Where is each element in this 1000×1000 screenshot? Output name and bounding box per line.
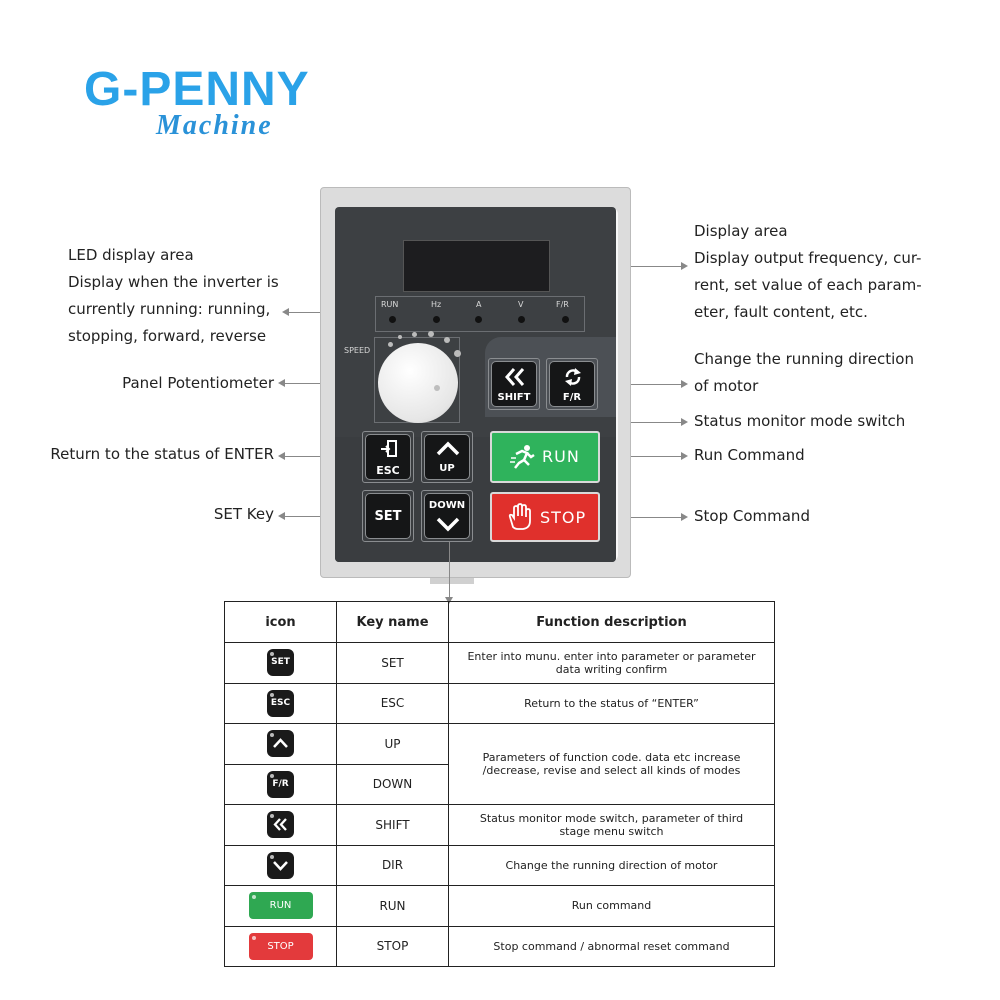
callout-run-command	[694, 442, 805, 469]
table-icon-cell	[225, 805, 337, 846]
table-desc-cell: Status monitor mode switch, parameter of third stage menu switch	[449, 805, 775, 846]
callout-line: Change the running direction	[694, 350, 914, 368]
chevron-up-icon	[272, 735, 289, 752]
callout-line: eter, fault content, etc.	[694, 303, 868, 321]
table-row	[225, 724, 775, 765]
double-chevron-left-icon	[272, 816, 289, 833]
table-icon-cell	[225, 764, 337, 805]
table-key-cell: RUN	[337, 886, 449, 927]
indicator-label-hz: Hz	[431, 300, 442, 309]
callout-status-monitor	[694, 408, 905, 435]
table-row	[225, 886, 775, 927]
indicator-led-hz	[433, 316, 440, 323]
indicator-led-run	[389, 316, 396, 323]
indicator-label-run: RUN	[381, 300, 399, 309]
callout-stop-command	[694, 503, 810, 530]
table-key-cell: STOP	[337, 926, 449, 967]
table-desc-cell: Run command	[449, 886, 775, 927]
knob-scale-dot	[398, 335, 402, 339]
callout-line: of motor	[694, 377, 759, 395]
knob-indicator-mark	[434, 385, 440, 391]
up-key-icon	[267, 730, 294, 757]
table-key-cell: ESC	[337, 683, 449, 724]
indicator-led-v	[518, 316, 525, 323]
callout-line: Run Command	[694, 446, 805, 464]
set-button-label: SET	[374, 509, 402, 524]
table-key-cell: UP	[337, 724, 449, 765]
chevron-down-icon	[435, 516, 461, 532]
double-chevron-left-icon	[503, 367, 527, 387]
table-row	[225, 683, 775, 724]
indicator-label-fr: F/R	[556, 300, 569, 309]
callout-display-area	[694, 218, 922, 326]
callout-led-display-area	[68, 242, 279, 350]
table-desc-cell: Parameters of function code. data etc increase /decrease, revise and select all kinds of modes	[449, 724, 775, 805]
table-desc-cell: Enter into munu. enter into parameter or parameter data writing confirm	[449, 643, 775, 684]
table-row	[225, 805, 775, 846]
exit-door-icon	[380, 440, 398, 458]
knob-scale-dot	[428, 331, 434, 337]
knob-scale-dot	[412, 332, 417, 337]
logo-sub-text: Machine	[156, 110, 273, 141]
table-row	[225, 845, 775, 886]
run-button-label: RUN	[542, 447, 580, 466]
down-button[interactable]	[424, 493, 470, 539]
callout-line: Display output frequency, cur-	[694, 249, 922, 267]
table-header-cell: Key name	[337, 602, 449, 643]
stop-key-icon: STOP	[249, 933, 313, 960]
table-row	[225, 926, 775, 967]
up-button-label: UP	[439, 463, 455, 474]
table-header-cell: Function description	[449, 602, 775, 643]
table-row	[225, 643, 775, 684]
callout-line: currently running: running,	[68, 300, 271, 318]
table-key-cell: SHIFT	[337, 805, 449, 846]
brand-logo	[84, 62, 354, 152]
running-man-icon	[510, 444, 536, 470]
led-display	[403, 240, 550, 292]
set-button[interactable]	[365, 493, 411, 539]
table-key-cell: DOWN	[337, 764, 449, 805]
table-key-cell: DIR	[337, 845, 449, 886]
stop-button[interactable]	[490, 492, 600, 542]
callout-line: Panel Potentiometer	[122, 374, 274, 392]
leader-to-table	[449, 542, 450, 598]
table-desc-cell: Return to the status of “ENTER”	[449, 683, 775, 724]
run-key-icon: RUN	[249, 892, 313, 919]
stop-hand-icon	[506, 503, 532, 531]
callout-line: Return to the status of ENTER	[50, 445, 274, 463]
function-table	[224, 601, 775, 967]
down-key-icon	[267, 852, 294, 879]
callout-line: Display when the inverter is	[68, 273, 279, 291]
callout-line: stopping, forward, reverse	[68, 327, 267, 345]
set-key-icon: SET	[267, 649, 294, 676]
speed-potentiometer-knob[interactable]	[378, 343, 458, 423]
table-icon-cell	[225, 724, 337, 765]
callout-line: Status monitor mode switch	[694, 412, 906, 430]
rotate-arrows-icon	[562, 366, 584, 388]
table-icon-cell	[225, 643, 337, 684]
callout-line: LED display area	[68, 246, 194, 264]
table-header-row	[225, 602, 775, 643]
callout-panel-potentiometer	[60, 370, 274, 397]
panel-stand	[430, 578, 474, 584]
knob-scale-dot	[444, 337, 450, 343]
indicator-led-fr	[562, 316, 569, 323]
table-icon-cell	[225, 926, 337, 967]
chevron-down-icon	[272, 857, 289, 874]
callout-change-direction	[694, 346, 914, 400]
indicator-label-v: V	[518, 300, 524, 309]
indicator-led-a	[475, 316, 482, 323]
esc-button[interactable]	[365, 434, 411, 480]
shift-key-icon	[267, 811, 294, 838]
knob-scale-dot	[454, 350, 461, 357]
fr-key-icon: F/R	[267, 771, 294, 798]
shift-button-label: SHIFT	[497, 392, 531, 403]
table-icon-cell	[225, 683, 337, 724]
table-header-cell: icon	[225, 602, 337, 643]
table-key-cell: SET	[337, 643, 449, 684]
callout-line: SET Key	[213, 505, 274, 523]
callout-set-key	[60, 501, 274, 528]
stop-button-label: STOP	[540, 508, 587, 527]
fr-button-label: F/R	[562, 392, 582, 403]
callout-line: Display area	[694, 222, 788, 240]
speed-label: SPEED	[344, 346, 371, 355]
table-desc-cell: Change the running direction of motor	[449, 845, 775, 886]
knob-scale-dot	[388, 342, 393, 347]
esc-button-label: ESC	[376, 464, 400, 477]
fr-button[interactable]	[549, 361, 595, 407]
callout-return-enter	[40, 441, 274, 468]
down-button-label: DOWN	[428, 500, 466, 511]
callout-line: Stop Command	[694, 507, 810, 525]
callout-line: rent, set value of each param-	[694, 276, 922, 294]
table-desc-cell: Stop command / abnormal reset command	[449, 926, 775, 967]
indicator-label-a: A	[476, 300, 482, 309]
chevron-up-icon	[435, 441, 461, 457]
run-button[interactable]	[490, 431, 600, 483]
logo-brand-text: G-PENNY	[84, 63, 310, 116]
esc-key-icon: ESC	[267, 690, 294, 717]
table-icon-cell	[225, 886, 337, 927]
up-button[interactable]	[424, 434, 470, 480]
shift-button[interactable]	[491, 361, 537, 407]
table-icon-cell	[225, 845, 337, 886]
